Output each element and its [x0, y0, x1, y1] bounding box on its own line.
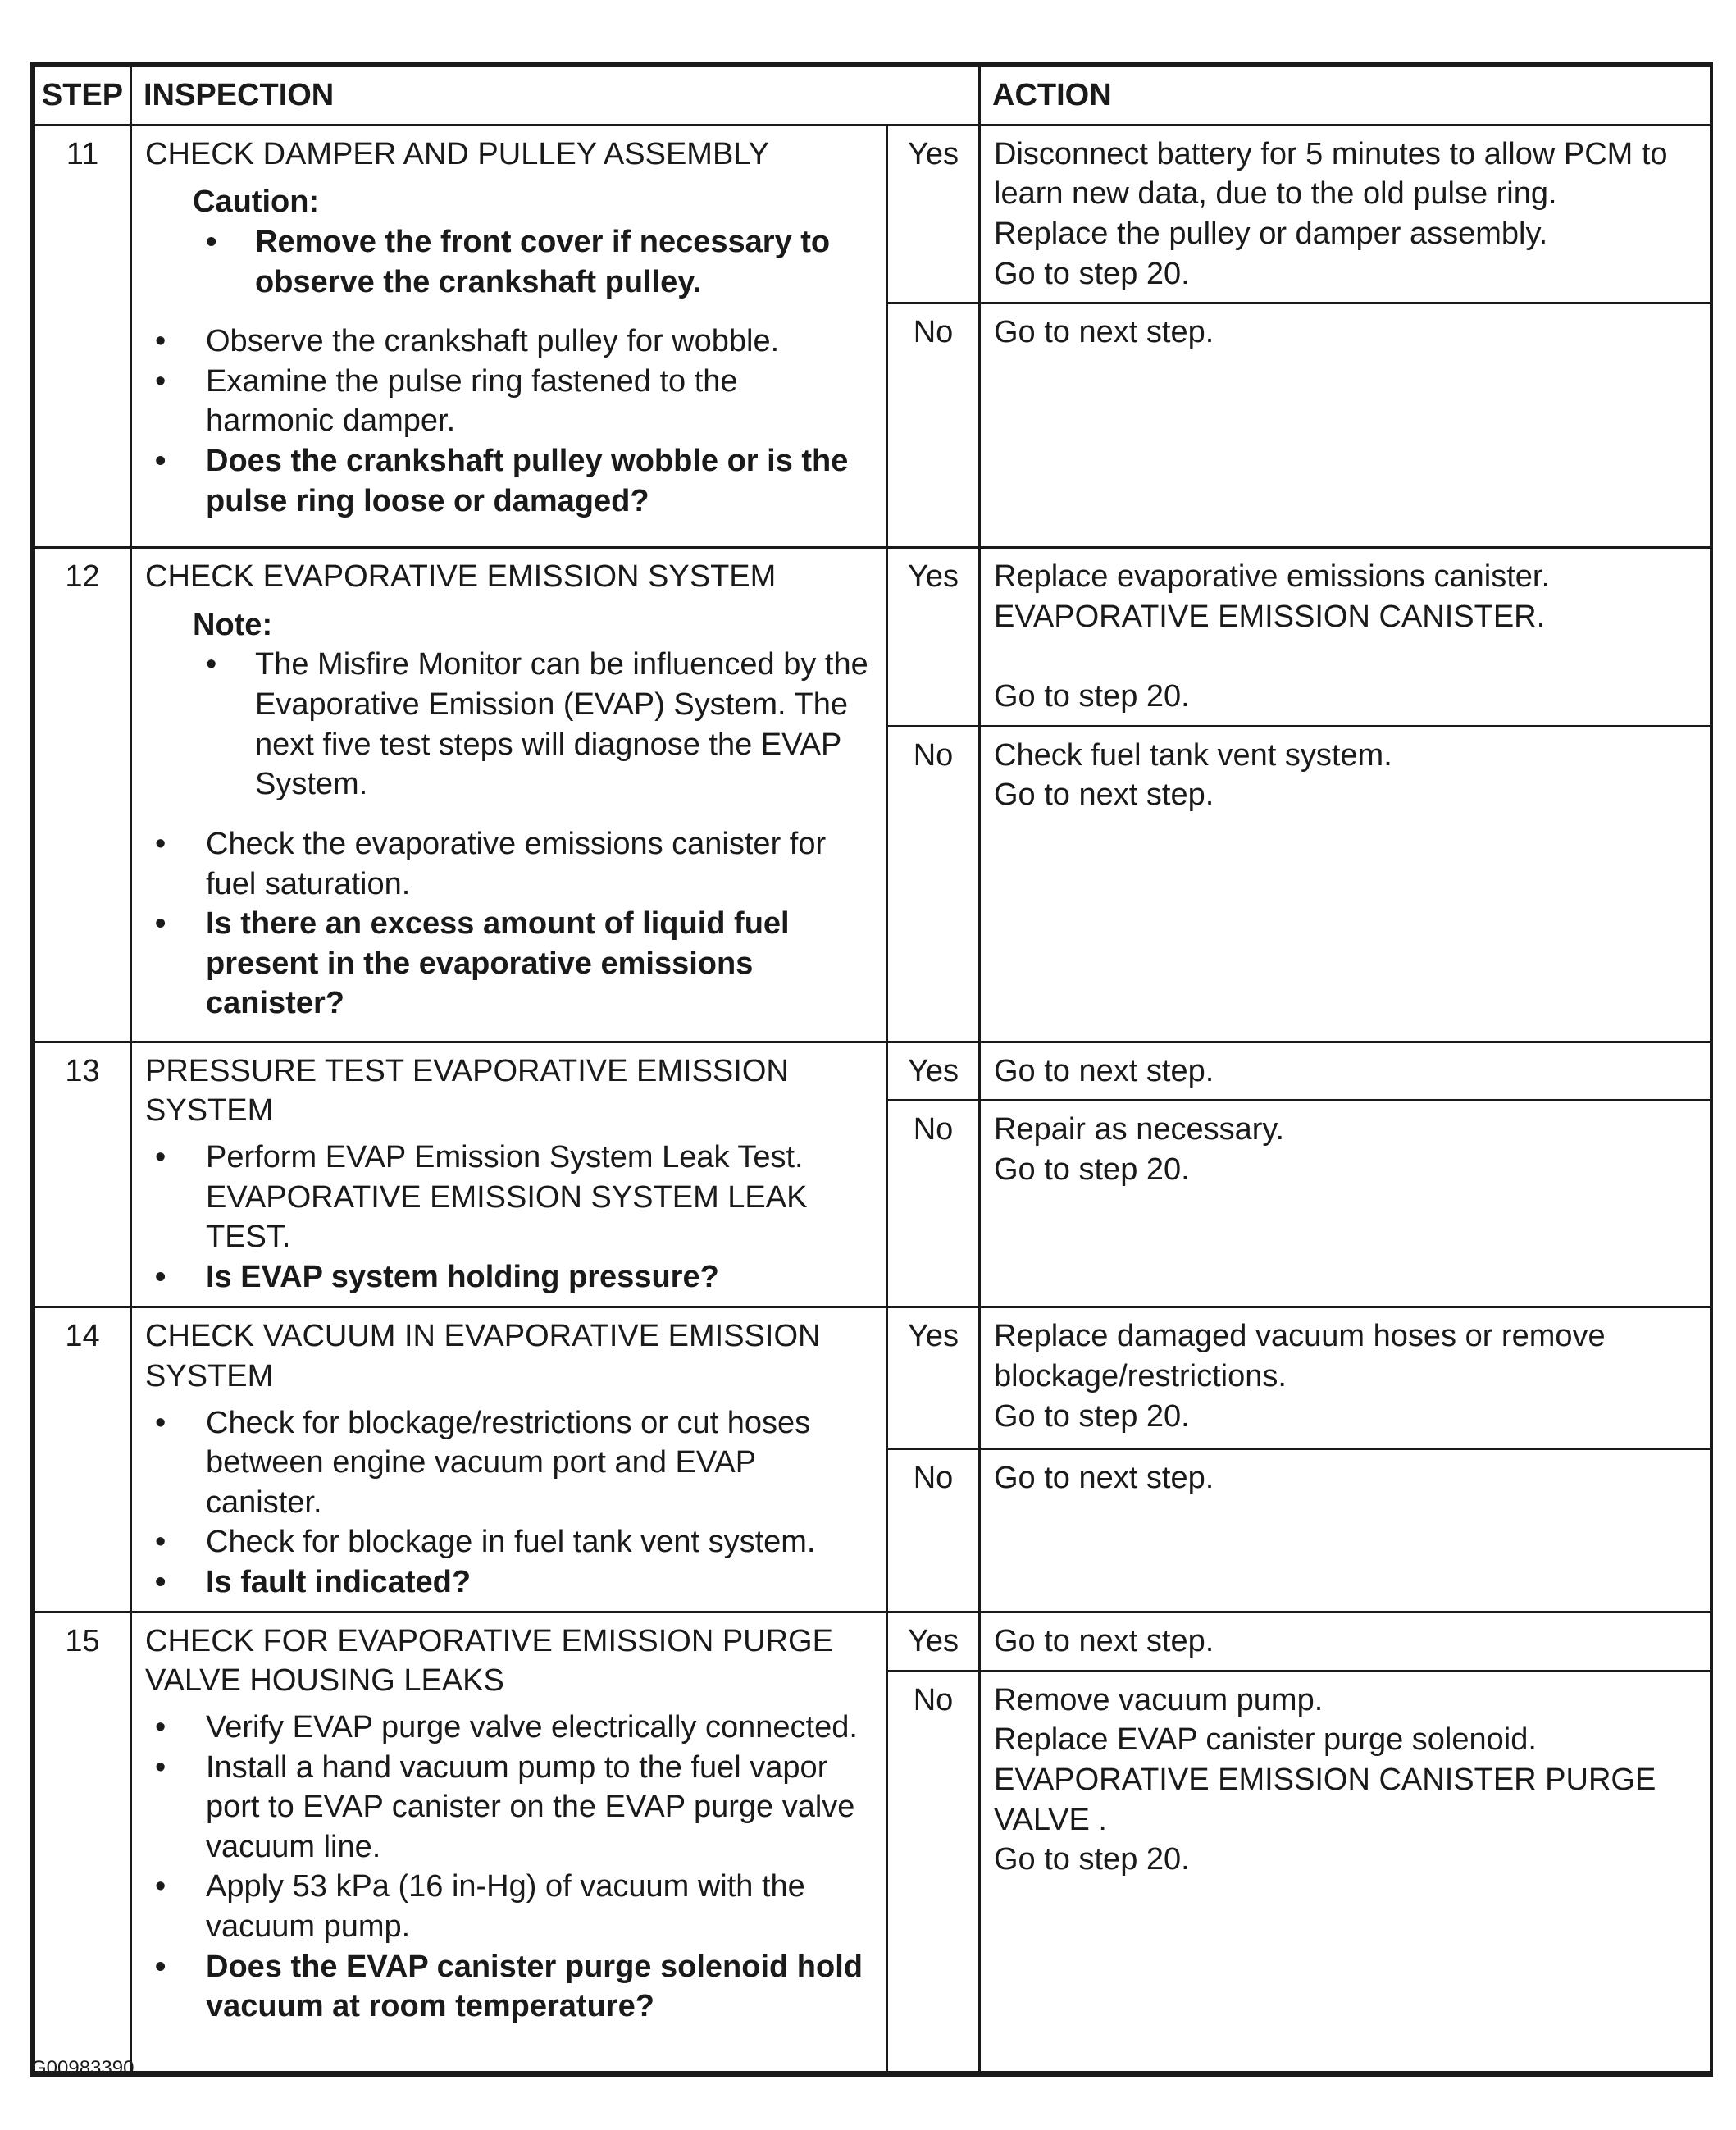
table-row: [34, 125, 1711, 303]
yes-label: Yes: [887, 548, 980, 727]
header-action: ACTION: [980, 66, 1711, 125]
yes-label: Yes: [887, 125, 980, 303]
inspection-list: [145, 1403, 873, 1603]
no-label: No: [887, 726, 980, 1042]
inspection-item: • Install a hand vacuum pump to the fuel vapor port to EVAP canister on the EVAP purge valve vacuum line.: [145, 1748, 873, 1868]
action-line: Replace EVAP canister purge solenoid.: [994, 1722, 1537, 1758]
step-number: 12: [34, 548, 131, 1042]
no-action: [980, 303, 1711, 548]
no-action: [980, 1448, 1711, 1612]
header-step: STEP: [34, 66, 131, 125]
inspection-item: • Perform EVAP Emission System Leak Test. EVAPORATIVE EMISSION SYSTEM LEAK TEST.: [145, 1138, 873, 1257]
note-label: Caution:: [193, 185, 320, 220]
step-number: 15: [34, 1612, 131, 2072]
action-line: [994, 636, 1697, 677]
no-action: [980, 726, 1711, 1042]
no-label: No: [887, 1448, 980, 1612]
action-line: Go to next step.: [994, 1460, 1214, 1495]
figure-id: G00983390: [31, 2057, 134, 2079]
action-line: Go to step 20.: [994, 256, 1190, 291]
inspection-list: [145, 1708, 873, 2027]
diagnostic-table: [33, 65, 1712, 2073]
note-list: [145, 222, 873, 302]
action-line: Go to step 20.: [994, 1398, 1190, 1434]
note-item: • The Misfire Monitor can be influenced by the Evaporative Emission (EVAP) System. The next five test steps will diagnose the EVAP System.: [145, 645, 873, 805]
inspection-item: • Check for blockage in fuel tank vent system.: [145, 1522, 873, 1562]
table-row: [34, 1042, 1711, 1101]
yes-label: Yes: [887, 1307, 980, 1448]
action-line: Go to step 20.: [994, 1152, 1190, 1187]
action-line: Replace damaged vacuum hoses or remove blockage/restrictions.: [994, 1319, 1606, 1393]
action-line: Go to next step.: [994, 1053, 1214, 1088]
yes-action: [980, 1042, 1711, 1101]
inspection-item: • Check for blockage/restrictions or cut hoses between engine vacuum port and EVAP canister.: [145, 1403, 873, 1523]
inspection-title: CHECK DAMPER AND PULLEY ASSEMBLY: [145, 136, 769, 171]
inspection-item: • Is fault indicated?: [145, 1562, 873, 1603]
inspection-list: [145, 824, 873, 1024]
inspection-list: [145, 322, 873, 521]
note-list: [145, 645, 873, 805]
table-header-row: [34, 66, 1711, 125]
inspection-cell: [131, 1612, 887, 2072]
action-line: Remove vacuum pump.: [994, 1682, 1324, 1717]
table-body: [34, 125, 1711, 2072]
inspection-item: • Is EVAP system holding pressure?: [145, 1257, 873, 1298]
yes-label: Yes: [887, 1042, 980, 1101]
no-label: No: [887, 1671, 980, 2072]
inspection-title: CHECK EVAPORATIVE EMISSION SYSTEM: [145, 559, 777, 595]
step-number: 11: [34, 125, 131, 548]
table-row: [34, 548, 1711, 727]
inspection-title: PRESSURE TEST EVAPORATIVE EMISSION SYSTEM: [145, 1053, 789, 1129]
action-line: Repair as necessary.: [994, 1112, 1285, 1147]
header-inspection: INSPECTION: [131, 66, 980, 125]
no-action: [980, 1671, 1711, 2072]
action-line: EVAPORATIVE EMISSION CANISTER.: [994, 599, 1546, 634]
inspection-item: • Examine the pulse ring fastened to the harmonic damper.: [145, 362, 873, 441]
step-number: 14: [34, 1307, 131, 1612]
inspection-item: • Verify EVAP purge valve electrically connected.: [145, 1708, 873, 1748]
yes-action: [980, 1612, 1711, 1671]
inspection-title: CHECK VACUUM IN EVAPORATIVE EMISSION SYSTEM: [145, 1319, 821, 1393]
note-item: • Remove the front cover if necessary to observe the crankshaft pulley.: [145, 222, 873, 302]
action-line: EVAPORATIVE EMISSION CANISTER PURGE VALVE .: [994, 1762, 1656, 1837]
diagnostic-table-sheet: [30, 62, 1713, 2077]
inspection-cell: [131, 1042, 887, 1307]
inspection-list: [145, 1138, 873, 1298]
inspection-item: • Does the crankshaft pulley wobble or is the pulse ring loose or damaged?: [145, 441, 873, 521]
inspection-cell: [131, 1307, 887, 1612]
inspection-item: • Does the EVAP canister purge solenoid hold vacuum at room temperature?: [145, 1947, 873, 2027]
action-line: Disconnect battery for 5 minutes to allow PCM to learn new data, due to the old pulse ring.: [994, 136, 1668, 212]
action-line: Go to next step.: [994, 1623, 1214, 1658]
table-row: [34, 1612, 1711, 1671]
inspection-item: • Is there an excess amount of liquid fuel present in the evaporative emissions canister?: [145, 904, 873, 1024]
note-label: Note:: [193, 607, 273, 642]
action-line: Go to next step.: [994, 315, 1214, 350]
inspection-item: • Observe the crankshaft pulley for wobble.: [145, 322, 873, 362]
inspection-title: CHECK FOR EVAPORATIVE EMISSION PURGE VALVE HOUSING LEAKS: [145, 1623, 833, 1699]
action-line: Go to next step.: [994, 778, 1214, 813]
action-line: Replace evaporative emissions canister.: [994, 559, 1551, 595]
no-action: [980, 1101, 1711, 1307]
yes-action: [980, 1307, 1711, 1448]
yes-label: Yes: [887, 1612, 980, 1671]
action-line: Go to step 20.: [994, 1842, 1190, 1877]
inspection-item: • Check the evaporative emissions canister for fuel saturation.: [145, 824, 873, 904]
action-line: Replace the pulley or damper assembly.: [994, 216, 1548, 251]
no-label: No: [887, 1101, 980, 1307]
yes-action: [980, 125, 1711, 303]
inspection-cell: [131, 548, 887, 1042]
yes-action: [980, 548, 1711, 727]
inspection-cell: [131, 125, 887, 548]
action-line: Go to step 20.: [994, 679, 1190, 714]
action-line: Check fuel tank vent system.: [994, 737, 1392, 773]
no-label: No: [887, 303, 980, 548]
step-number: 13: [34, 1042, 131, 1307]
inspection-item: • Apply 53 kPa (16 in-Hg) of vacuum with the vacuum pump.: [145, 1867, 873, 1946]
table-row: [34, 1307, 1711, 1448]
